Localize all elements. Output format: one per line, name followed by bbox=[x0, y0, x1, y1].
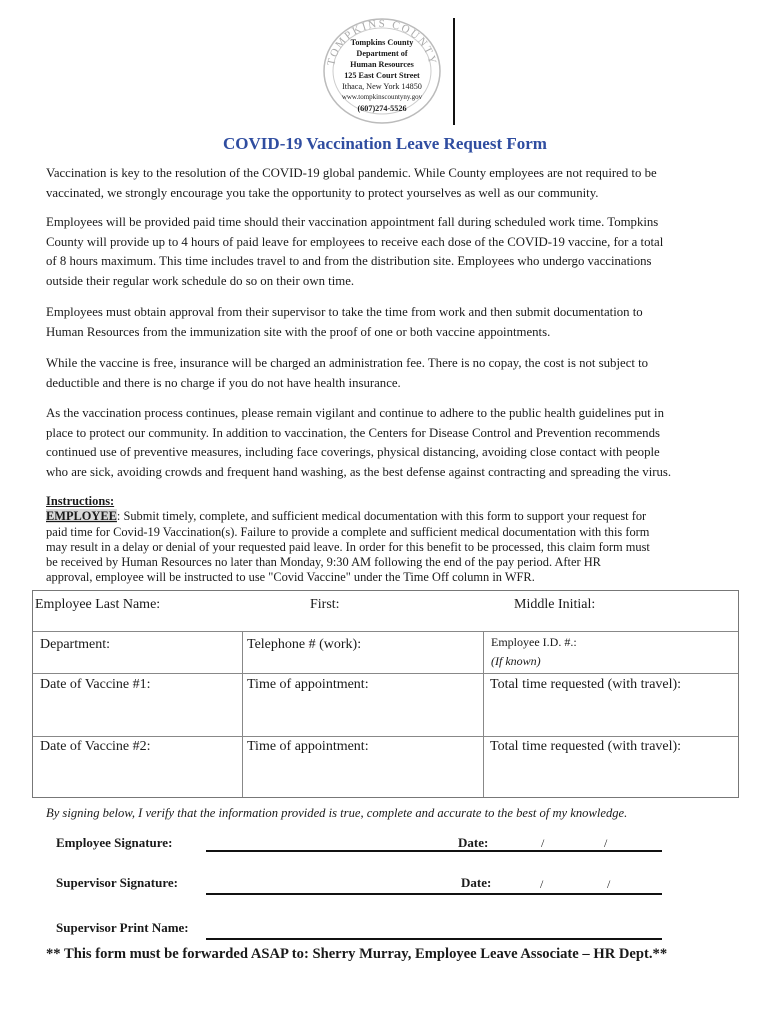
text-line: approval, employee will be instructed to use "Covid Vaccine" under the Time Off column in WFR. bbox=[46, 570, 535, 585]
text-line: place to protect our community. In addition to vaccination, the Centers for Disease Control and Prevention recommends bbox=[46, 425, 660, 440]
vaccine-1-date-field[interactable]: Date of Vaccine #1: bbox=[40, 677, 151, 692]
date-separator: / bbox=[607, 877, 611, 891]
employee-signature-line[interactable] bbox=[206, 850, 662, 852]
middle-initial-field[interactable]: Middle Initial: bbox=[514, 597, 596, 612]
seal-line: 125 East Court Street bbox=[344, 71, 420, 80]
paragraph-paid-time bbox=[46, 213, 726, 291]
instructions bbox=[46, 494, 730, 586]
text-line: deductible and there is no charge if you do not have health insurance. bbox=[46, 375, 401, 390]
supervisor-signature-line[interactable] bbox=[206, 893, 662, 895]
text-line: may result in a delay or denial of your requested paid leave. In order for this benefit to be processed, this claim form must bbox=[46, 539, 650, 554]
text-line: : Submit timely, complete, and sufficient medical documentation with this form to support your request for bbox=[116, 509, 647, 524]
text-line: continued use of preventive measures, including face coverings, physical distancing, avoiding close contact with people bbox=[46, 445, 660, 459]
text-line: who are sick, avoiding crowds and frequent hand washing, as the best defense against contracting and spreading the virus. bbox=[46, 464, 672, 479]
seal-line: Human Resources bbox=[350, 60, 414, 69]
paragraph-approval bbox=[46, 303, 726, 342]
text-line: be received by Human Resources no later than Monday, 9:30 AM following the end of the pay period. After HR bbox=[46, 555, 601, 570]
telephone-field[interactable]: Telephone # (work): bbox=[247, 637, 362, 652]
table-divider bbox=[33, 673, 738, 674]
verification-statement: By signing below, I verify that the information provided is true, complete and accurate to the best of my knowledge. bbox=[46, 806, 628, 820]
date-separator: / bbox=[541, 836, 545, 850]
text-line: outside their regular work schedule do so on their own time. bbox=[46, 273, 355, 288]
vaccine-1-total-field[interactable]: Total time requested (with travel): bbox=[490, 677, 682, 692]
seal-line: (607)274-5526 bbox=[357, 104, 407, 113]
text-line bbox=[46, 509, 730, 524]
first-name-field[interactable]: First: bbox=[310, 597, 340, 612]
department-field[interactable]: Department: bbox=[40, 637, 110, 652]
text-line: Vaccination is key to the resolution of the COVID-19 global pandemic. While County employees are not required to be bbox=[46, 166, 657, 180]
seal-line: www.tompkinscountyny.gov bbox=[341, 93, 423, 101]
forwarding-note: ** This form must be forwarded ASAP to: Sherry Murray, Employee Leave Associate – HR Dept.** bbox=[46, 946, 668, 962]
table-divider bbox=[242, 631, 243, 797]
instructions-heading: Instructions: bbox=[46, 494, 115, 508]
vaccine-2-time-field[interactable]: Time of appointment: bbox=[247, 739, 369, 754]
supervisor-print-name-line[interactable] bbox=[206, 938, 662, 940]
text-line: Human Resources from the immunization site with the proof of one or both vaccine appointments. bbox=[46, 324, 551, 339]
if-known-note: (If known) bbox=[491, 654, 541, 668]
vaccine-2-total-field[interactable]: Total time requested (with travel): bbox=[490, 739, 682, 754]
date-separator: / bbox=[540, 877, 544, 891]
header-divider bbox=[453, 18, 455, 125]
supervisor-signature-label: Supervisor Signature: bbox=[56, 875, 178, 890]
seal-line: Tompkins County bbox=[350, 38, 414, 47]
employee-id-field[interactable]: Employee I.D. #.: bbox=[491, 635, 577, 649]
page-title: COVID-19 Vaccination Leave Request Form bbox=[223, 134, 547, 153]
supervisor-print-name-label: Supervisor Print Name: bbox=[56, 920, 189, 935]
table-divider bbox=[33, 631, 738, 632]
supervisor-date-label: Date: bbox=[461, 875, 492, 890]
employee-label: EMPLOYEE bbox=[46, 509, 117, 524]
date-separator: / bbox=[604, 836, 608, 850]
text-line: paid time for Covid-19 Vaccination(s). Failure to provide a complete and sufficient medical documentation with this form bbox=[46, 524, 650, 539]
text-line: of 8 hours maximum. This time includes travel to and from the distribution site. Employees who undergo vaccinations bbox=[46, 254, 652, 268]
paragraph-insurance bbox=[46, 354, 726, 393]
employee-date-label: Date: bbox=[458, 835, 489, 850]
paragraph-intro bbox=[46, 164, 726, 203]
text-line: While the vaccine is free, insurance will be charged an administration fee. There is no copay, the cost is not subject to bbox=[46, 356, 649, 370]
text-line: Employees will be provided paid time should their vaccination appointment fall during scheduled work time. Tompkins bbox=[46, 215, 659, 229]
seal-line: Ithaca, New York 14850 bbox=[342, 82, 422, 91]
text-line: County will provide up to 4 hours of paid leave for employees to receive each dose of the COVID-19 vaccine, for a total bbox=[46, 234, 664, 249]
text-line: As the vaccination process continues, please remain vigilant and continue to adhere to the public health guidelines put in bbox=[46, 406, 664, 420]
table-divider bbox=[483, 631, 484, 797]
employee-signature-label: Employee Signature: bbox=[56, 835, 173, 850]
text-line: vaccinated, we strongly encourage you take the opportunity to protect yourselves as well as our community. bbox=[46, 185, 599, 200]
table-divider bbox=[33, 736, 738, 737]
vaccine-2-date-field[interactable]: Date of Vaccine #2: bbox=[40, 739, 151, 754]
seal-address bbox=[330, 37, 434, 114]
text-line: Employees must obtain approval from their supervisor to take the time from work and then submit documentation to bbox=[46, 305, 643, 319]
seal-line: Department of bbox=[356, 49, 408, 58]
paragraph-guidelines bbox=[46, 404, 726, 482]
seal-ring-text: TOMPKINS COUNTY bbox=[325, 17, 439, 67]
last-name-field[interactable]: Employee Last Name: bbox=[35, 597, 161, 612]
vaccine-1-time-field[interactable]: Time of appointment: bbox=[247, 677, 369, 692]
leave-request-table bbox=[32, 590, 739, 798]
